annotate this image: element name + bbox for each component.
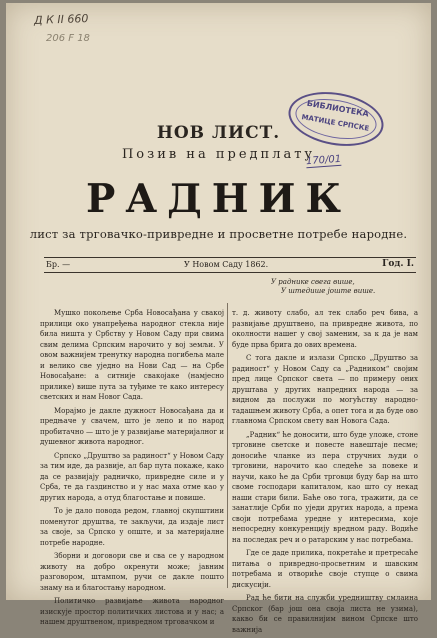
inventory-number-text: 170/01	[305, 153, 342, 168]
paragraph: Политичко развијање живота народног изискује простор политичких листова и у нас; а нашем друштвеном, привредном трговачком и	[40, 597, 224, 626]
motto-line: У штедише јоште више.	[281, 287, 376, 295]
paragraph: Мушко покољење Срба Новосађана у свакој прилици око унапређења народног стекла није била ништа у Србству у Новом Саду при свима свим делима Српским нарочито у вој земљи. У овом важнијем тренутку народна погибеља мале и велико све уједно на Нови Сад — на Србе Новосађане: а ситније свакојаке (намјесно прилике) више пута за туђиме те како интересу светских и нам Новог Сада.	[40, 309, 224, 401]
issue-place-date: У Новом Саду 1862.	[184, 260, 269, 269]
paragraph: т. д. животу слабо, ал тек слабо реч бива, а развијање друштвено, па привредне живота, по околности нашег у свој заменим, за к да је нам буде прва брига до ових времена.	[232, 309, 418, 349]
kicker-heading: НОВ ЛИСТ.	[156, 123, 281, 143]
subscription-invite: Позив на предплату	[121, 147, 316, 162]
motto-line: У раднике свега више,	[271, 278, 355, 286]
paragraph: „Радник“ ће доносити, што буде уложе, стоне трговине светске и повесте навештаје песме; доносиће чланке из пера стручних људи о трговини, нарочито као следеће за повеке и научи, како ће да Срби трговци буду бар на што своме господари капиталом, као што су некад наши стари били. Баће ово тога, тражити, да се занатлије Срби по уједи других народа, а према своји потребама уредне у интересима, које непосредну конкуренцију вредном раду. Водиће на последак реч и о ратарским у нас потребама.	[232, 430, 418, 544]
paragraph: Морајмо је дакле дужност Новосађана да и предњаче у свачем, што је лепо и по народ пробитачно — што је у развијање материјалног и душевног живота народног.	[40, 406, 224, 446]
issue-info-bar	[44, 257, 416, 273]
handwritten-shelfmark: Д К II 660	[33, 12, 89, 27]
issue-year: Год. I.	[382, 259, 414, 269]
paragraph: Рад ће бити на служби уредништву смлаина Српског (бар још она своја листа не узима), какво би се правилнијим вином Српске што важнија	[232, 594, 418, 634]
article-column-left	[40, 308, 224, 631]
motto	[271, 278, 421, 296]
masthead-subtitle: лист за трговачко-привредне и просветне потребе народне.	[29, 227, 408, 241]
pencil-note: 206 F 18	[46, 33, 90, 44]
column-divider	[227, 303, 228, 588]
paragraph: То је дало повода редом, главноj скупштини поменутог друштва, те закључи, да издаје лист за своје, за Српско у опште, и за материјалне потребе народне.	[40, 507, 224, 547]
masthead-title: РАДНИК	[86, 176, 351, 222]
issue-number: Бр. —	[46, 260, 71, 269]
paragraph: Зборни и договори све и сва се у народном животу на добро окренути може; јавним разговором, штампом, ручи се дакле пошто знаму на и благостању народном.	[40, 552, 224, 592]
stamp-line-2: МАТИЦЕ СРПСКЕ	[300, 113, 370, 133]
article-column-right	[232, 308, 418, 638]
paragraph: Српско „Друштво за радиност“ у Новом Саду за тим иде, да развије, ал бар пута покаже, како да се развијају радничко, привредне силе и у Срба, те да газдинство и у нас маха отме као у других народа, а отуд благостање и повише.	[40, 451, 224, 502]
newspaper-page	[6, 3, 431, 634]
paragraph: Где се даде прилика, покретаће и претресаће питања о привредно-просветним и шавским потребама и отвориће своје ступце о свима дискусији.	[232, 549, 418, 589]
stamp-line-1: БИБЛИОТЕКА	[306, 98, 370, 119]
paragraph: С тога дакле и излази Српско „Друштво за радиност“ у Новом Саду са „Радником“ својим пред лице Српског света — по примеру оних друштава у других напредних народа — за видном да послужи по могућству народно-тадашњем животу Срба, а опет тога и да буде ово главнома Српском свету ван Новога Сада.	[232, 354, 418, 425]
